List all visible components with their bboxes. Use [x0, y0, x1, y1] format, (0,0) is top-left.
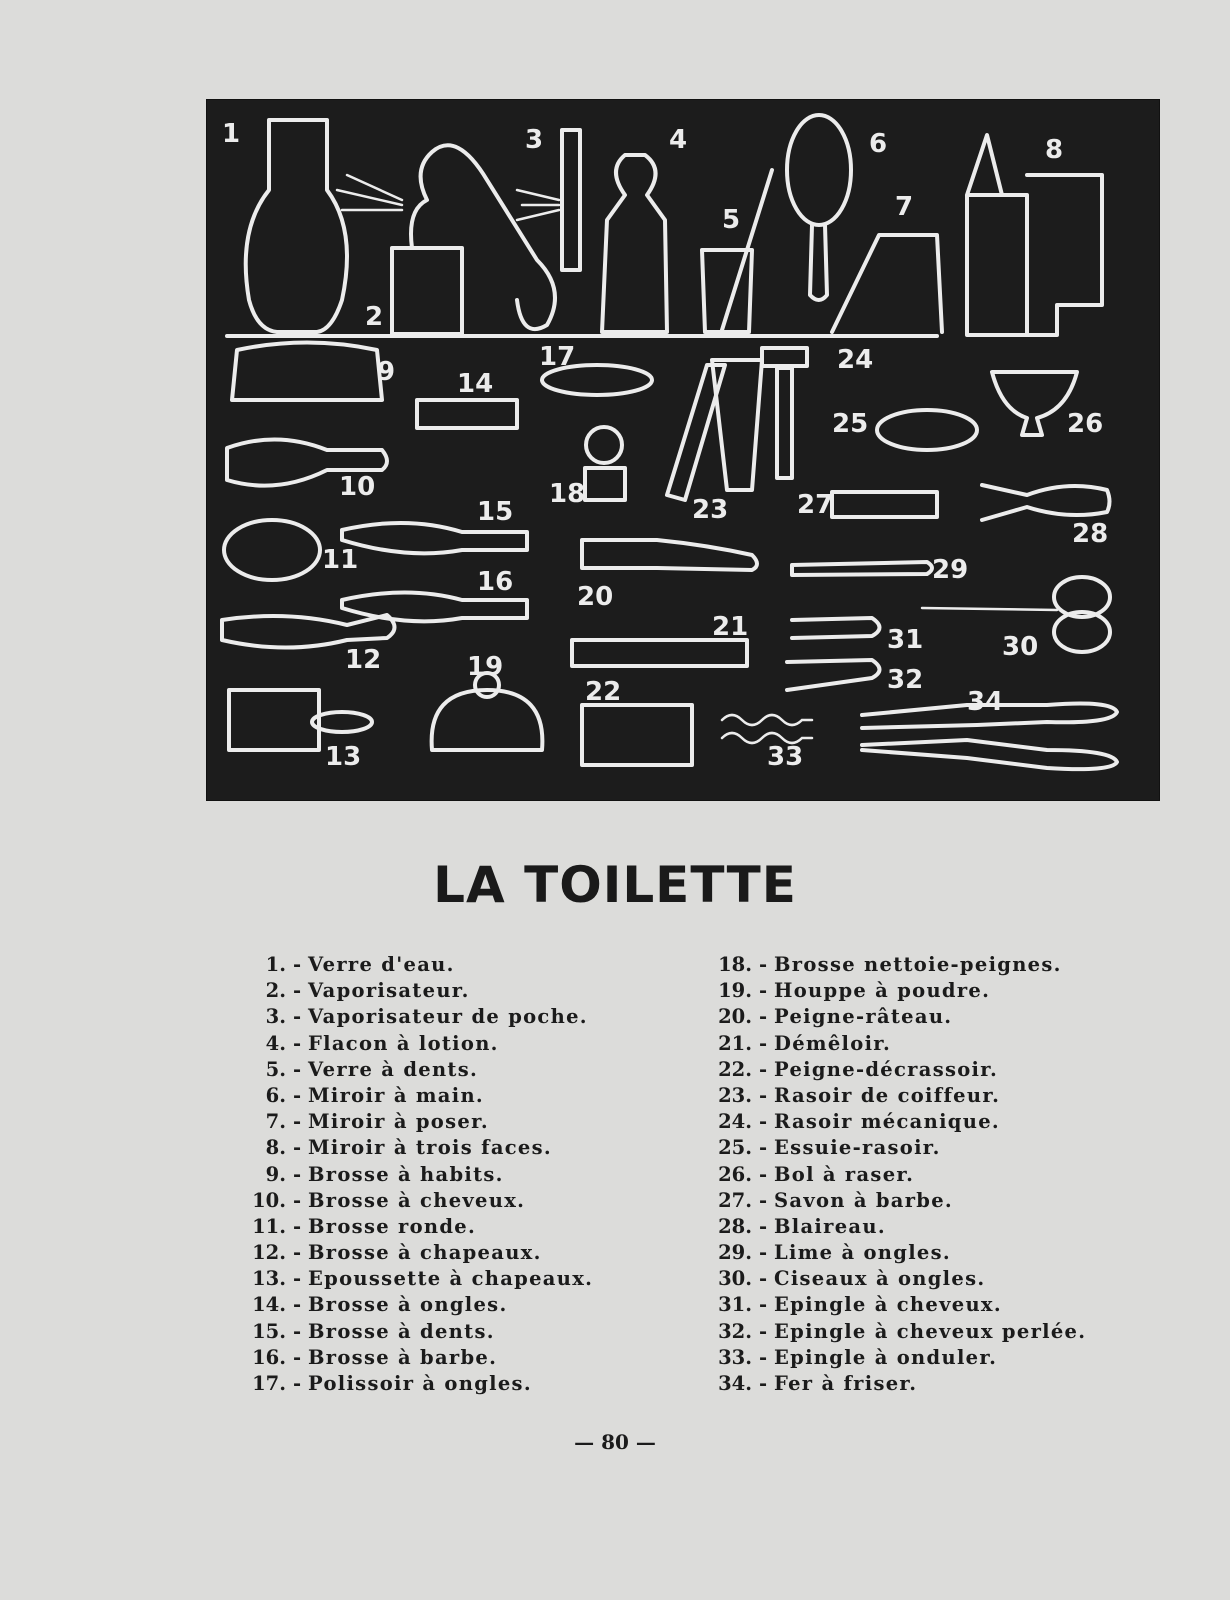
- item-number: 24.: [718, 1110, 752, 1134]
- item-dash: -: [758, 1188, 768, 1212]
- item-dash: -: [758, 1345, 768, 1369]
- item-text: Brosse à chapeaux.: [308, 1241, 542, 1265]
- item-number: 9.: [265, 1162, 286, 1186]
- illustration-number: 23: [692, 495, 729, 525]
- item-dash: -: [758, 1293, 768, 1317]
- item-text: Rasoir mécanique.: [774, 1110, 1000, 1134]
- atomizer-drawing: [392, 248, 462, 334]
- item-dash: -: [292, 953, 302, 976]
- item-number: 34.: [718, 1372, 752, 1395]
- item-dash: -: [758, 1241, 768, 1265]
- item-text: Brosse à dents.: [308, 1319, 495, 1343]
- list-item: [246, 1240, 593, 1266]
- illustration-number: 8: [1045, 135, 1064, 165]
- list-item: [246, 1031, 593, 1057]
- lotion-bottle-drawing: [602, 155, 667, 332]
- list-item: [712, 1371, 1086, 1397]
- illustration-number: 33: [767, 742, 804, 772]
- illustration-number: 18: [549, 479, 586, 509]
- page-title: LA TOILETTE: [433, 856, 797, 914]
- illustration-number: 34: [967, 687, 1004, 717]
- item-list-right: [712, 952, 1086, 1397]
- list-item: [712, 1345, 1086, 1371]
- straight-razor-drawing: [667, 360, 762, 500]
- item-text: Fer à friser.: [774, 1372, 918, 1395]
- pocket-atomizer-drawing: [562, 130, 580, 270]
- item-text: Brosse à barbe.: [308, 1345, 498, 1369]
- list-item: [246, 978, 593, 1004]
- item-text: Démêloir.: [774, 1031, 892, 1055]
- item-dash: -: [292, 1031, 302, 1055]
- razor-wiper-drawing: [877, 410, 977, 450]
- item-number: 27.: [718, 1188, 752, 1212]
- list-item: [712, 1057, 1086, 1083]
- pearled-hairpin-drawing: [787, 660, 880, 690]
- list-item: [246, 1083, 593, 1109]
- illustration-number: 4: [669, 125, 688, 155]
- list-item: [246, 1214, 593, 1240]
- item-dash: -: [292, 1293, 302, 1317]
- item-text: Vaporisateur de poche.: [308, 1005, 588, 1029]
- item-text: Houppe à poudre.: [774, 979, 991, 1003]
- list-item: [712, 1214, 1086, 1240]
- item-number: 1.: [265, 953, 286, 976]
- illustration-number: 28: [1072, 519, 1109, 549]
- item-text: Essuie-rasoir.: [774, 1136, 941, 1160]
- item-number: 33.: [718, 1345, 752, 1369]
- illustration-number: 26: [1067, 409, 1104, 439]
- item-text: Peigne-râteau.: [774, 1005, 953, 1029]
- list-item: [712, 1319, 1086, 1345]
- item-dash: -: [292, 1372, 302, 1395]
- illustration-number: 20: [577, 582, 614, 612]
- item-dash: -: [758, 1214, 768, 1238]
- item-text: Brosse à ongles.: [308, 1293, 508, 1317]
- item-number: 8.: [265, 1136, 286, 1160]
- illustration-number: 17: [539, 342, 576, 372]
- list-item: [712, 1240, 1086, 1266]
- list-item: [712, 952, 1086, 978]
- item-dash: -: [292, 1005, 302, 1029]
- item-number: 19.: [718, 979, 752, 1003]
- item-text: Flacon à lotion.: [308, 1031, 499, 1055]
- item-number: 7.: [265, 1110, 286, 1134]
- illustration-number: 30: [1002, 632, 1039, 662]
- illustration-number: 15: [477, 497, 514, 527]
- item-text: Vaporisateur.: [308, 979, 470, 1003]
- nail-file-drawing: [792, 562, 932, 575]
- item-number: 2.: [265, 979, 286, 1003]
- item-text: Savon à barbe.: [774, 1188, 954, 1212]
- item-text: Bol à raser.: [774, 1162, 915, 1186]
- item-dash: -: [758, 1372, 768, 1395]
- illustration-number: 19: [467, 652, 504, 682]
- item-dash: -: [758, 1162, 768, 1186]
- item-text: Verre d'eau.: [308, 953, 455, 976]
- item-number: 18.: [718, 953, 752, 976]
- item-number: 29.: [718, 1241, 752, 1265]
- item-number: 4.: [265, 1031, 286, 1055]
- illustration-number: 14: [457, 369, 494, 399]
- list-item: [712, 1083, 1086, 1109]
- comb-cleaner-drawing: [586, 427, 622, 463]
- item-number: 30.: [718, 1267, 752, 1291]
- item-dash: -: [758, 1005, 768, 1029]
- toiletries-illustration: [206, 99, 1160, 801]
- illustration-number: 12: [345, 645, 382, 675]
- item-text: Epoussette à chapeaux.: [308, 1267, 594, 1291]
- list-item: [712, 978, 1086, 1004]
- list-item: [712, 1292, 1086, 1318]
- list-item: [246, 1109, 593, 1135]
- illustration-number: 1: [222, 119, 241, 149]
- illustration-number: 10: [339, 472, 376, 502]
- item-number: 20.: [718, 1005, 752, 1029]
- item-dash: -: [292, 1083, 302, 1107]
- illustration-number: 11: [322, 545, 359, 575]
- item-text: Miroir à trois faces.: [308, 1136, 552, 1160]
- item-number: 6.: [265, 1083, 286, 1107]
- item-text: Verre à dents.: [308, 1057, 479, 1081]
- standing-mirror-drawing: [832, 235, 942, 332]
- item-text: Brosse à cheveux.: [308, 1188, 526, 1212]
- list-item: [246, 1345, 593, 1371]
- item-text: Blaireau.: [774, 1214, 886, 1238]
- item-number: 21.: [718, 1031, 752, 1055]
- item-dash: -: [292, 1057, 302, 1081]
- item-number: 22.: [718, 1057, 752, 1081]
- hairpin-drawing: [792, 618, 880, 638]
- item-dash: -: [292, 1319, 302, 1343]
- detangler-drawing: [572, 640, 747, 666]
- item-text: Rasoir de coiffeur.: [774, 1083, 1001, 1107]
- illustration-number: 31: [887, 625, 924, 655]
- illustration-number: 27: [797, 490, 834, 520]
- list-item: [246, 1266, 593, 1292]
- hat-duster-drawing: [229, 690, 319, 750]
- item-dash: -: [292, 1110, 302, 1134]
- item-text: Epingle à onduler.: [774, 1345, 998, 1369]
- illustration-number: 24: [837, 345, 874, 375]
- list-item: [712, 1266, 1086, 1292]
- nail-brush-drawing: [417, 400, 517, 428]
- fine-comb-drawing: [582, 705, 692, 765]
- illustration-number: 22: [585, 677, 622, 707]
- page-number: — 80 —: [574, 1430, 656, 1454]
- item-dash: -: [292, 1214, 302, 1238]
- item-dash: -: [292, 1162, 302, 1186]
- tooth-brush-drawing: [342, 523, 527, 553]
- item-text: Miroir à main.: [308, 1083, 485, 1107]
- safety-razor-drawing: [762, 348, 807, 366]
- item-number: 15.: [252, 1319, 286, 1343]
- item-number: 14.: [252, 1293, 286, 1317]
- shaving-soap-drawing: [832, 492, 937, 517]
- item-number: 16.: [252, 1345, 286, 1369]
- item-number: 3.: [265, 1005, 286, 1029]
- illustration-svg: [207, 100, 1159, 800]
- item-text: Brosse nettoie-peignes.: [774, 953, 1062, 976]
- item-text: Epingle à cheveux perlée.: [774, 1319, 1087, 1343]
- item-number: 11.: [252, 1214, 286, 1238]
- item-number: 5.: [265, 1057, 286, 1081]
- item-list-left: [246, 952, 593, 1397]
- item-dash: -: [758, 1057, 768, 1081]
- item-dash: -: [292, 1136, 302, 1160]
- item-number: 28.: [718, 1214, 752, 1238]
- list-item: [712, 1031, 1086, 1057]
- item-dash: -: [292, 1345, 302, 1369]
- list-item: [246, 1057, 593, 1083]
- illustration-number: 32: [887, 665, 924, 695]
- item-dash: -: [758, 979, 768, 1003]
- list-item: [246, 1188, 593, 1214]
- list-item: [712, 1188, 1086, 1214]
- shaving-bowl-drawing: [992, 372, 1077, 435]
- hand-mirror-drawing: [787, 115, 851, 225]
- illustration-number: 2: [365, 302, 384, 332]
- item-number: 32.: [718, 1319, 752, 1343]
- item-text: Peigne-décrassoir.: [774, 1057, 999, 1081]
- illustration-number: 5: [722, 205, 741, 235]
- item-number: 17.: [252, 1372, 286, 1395]
- item-dash: -: [292, 1241, 302, 1265]
- item-dash: -: [292, 1188, 302, 1212]
- item-dash: -: [758, 1319, 768, 1343]
- list-item: [712, 1135, 1086, 1161]
- hat-brush-drawing: [222, 615, 395, 648]
- rake-comb-drawing: [582, 540, 757, 570]
- illustration-number: 13: [325, 742, 362, 772]
- item-text: Miroir à poser.: [308, 1110, 489, 1134]
- item-number: 23.: [718, 1083, 752, 1107]
- illustration-number: 25: [832, 409, 869, 439]
- clothes-brush-drawing: [232, 343, 382, 401]
- round-brush-drawing: [224, 520, 320, 580]
- shaving-brush-drawing: [982, 485, 1110, 520]
- item-text: Ciseaux à ongles.: [774, 1267, 986, 1291]
- item-dash: -: [758, 1267, 768, 1291]
- illustration-number: 7: [895, 192, 914, 222]
- item-dash: -: [758, 1110, 768, 1134]
- triple-mirror-drawing: [967, 135, 1102, 335]
- item-number: 13.: [252, 1267, 286, 1291]
- item-text: Brosse ronde.: [308, 1214, 477, 1238]
- list-item: [246, 1135, 593, 1161]
- item-dash: -: [758, 1083, 768, 1107]
- item-number: 26.: [718, 1162, 752, 1186]
- item-number: 25.: [718, 1136, 752, 1160]
- list-item: [246, 1004, 593, 1030]
- item-dash: -: [758, 953, 768, 976]
- item-dash: -: [292, 979, 302, 1003]
- item-text: Epingle à cheveux.: [774, 1293, 1002, 1317]
- illustration-number: 6: [869, 129, 888, 159]
- list-item: [246, 1371, 593, 1397]
- item-number: 10.: [252, 1188, 286, 1212]
- carafe-drawing: [246, 120, 347, 332]
- list-item: [246, 1292, 593, 1318]
- item-dash: -: [758, 1136, 768, 1160]
- item-text: Polissoir à ongles.: [308, 1372, 532, 1395]
- list-item: [712, 1004, 1086, 1030]
- item-dash: -: [292, 1267, 302, 1291]
- item-text: Lime à ongles.: [774, 1241, 951, 1265]
- waving-pin-drawing: [722, 715, 812, 743]
- item-number: 31.: [718, 1293, 752, 1317]
- list-item: [246, 1162, 593, 1188]
- item-text: Brosse à habits.: [308, 1162, 504, 1186]
- illustration-number: 16: [477, 567, 514, 597]
- illustration-number: 21: [712, 612, 749, 642]
- list-item: [712, 1109, 1086, 1135]
- list-item: [712, 1162, 1086, 1188]
- illustration-number: 3: [525, 125, 544, 155]
- item-number: 12.: [252, 1241, 286, 1265]
- list-item: [246, 952, 593, 978]
- item-dash: -: [758, 1031, 768, 1055]
- illustration-number: 9: [377, 357, 396, 387]
- illustration-number: 29: [932, 555, 969, 585]
- list-item: [246, 1319, 593, 1345]
